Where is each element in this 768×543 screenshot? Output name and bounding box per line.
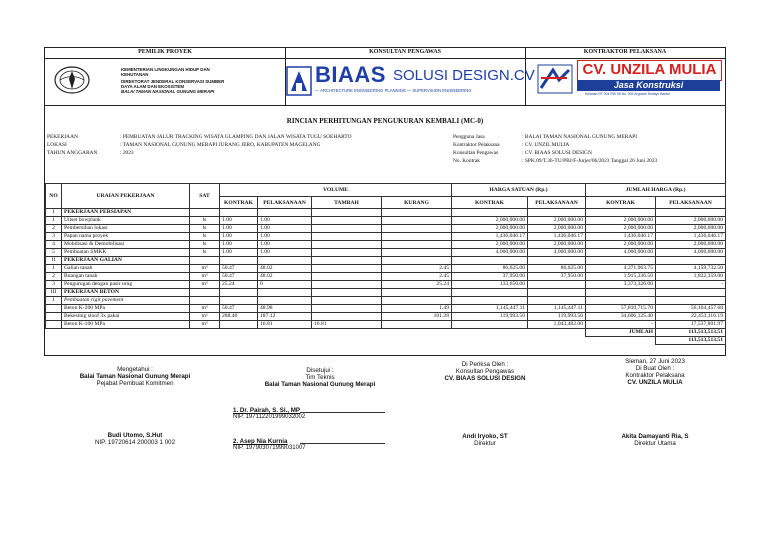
cell-uraian: Beton K-100 MPa	[62, 321, 190, 329]
unzila-sub: Jasa Konstruksi	[577, 80, 720, 91]
table-row	[46, 249, 726, 257]
cell-no: III	[46, 289, 62, 297]
cell-kr: 101.28	[382, 313, 452, 321]
sig-team-member-1-nip: NIP. 197112201999032002	[233, 414, 306, 420]
cell-hk	[452, 297, 528, 305]
sig-contractor-l2: Kontraktor Pelaksana	[625, 372, 685, 379]
cell-jk	[586, 209, 656, 217]
cell-no: II	[46, 257, 62, 265]
sig-consultant-name-block	[420, 433, 550, 447]
cell-no	[46, 305, 62, 313]
sig-owner-name: Budi Utomo, S.Hut	[107, 432, 163, 439]
cell-tb	[312, 249, 382, 257]
cell-kr	[382, 225, 452, 233]
cell-uraian: Papan nama proyek	[62, 233, 190, 241]
cell-vp: 48.02	[258, 265, 312, 273]
cell-vp: 1.00	[258, 233, 312, 241]
cell-hk: 119,993.50	[452, 313, 528, 321]
cell-hp: 2,000,000.00	[528, 217, 586, 225]
cell-tb	[312, 233, 382, 241]
cell-hk: 86,625.00	[452, 265, 528, 273]
sig-team-l2: Tim Teknis	[305, 374, 335, 381]
cell-uraian: Pengurugan dengan pasir urug	[62, 281, 190, 289]
cell-vk	[220, 321, 258, 329]
cell-hp	[528, 209, 586, 217]
info-right-v1: : CV. UNZIL MULIA	[522, 142, 570, 148]
table-row	[46, 233, 726, 241]
cell-hp: 2,000,000.00	[528, 241, 586, 249]
cell-hp: 86,625.00	[528, 265, 586, 273]
cell-vk	[220, 289, 258, 297]
cell-no: 1	[46, 265, 62, 273]
cell-kr	[382, 241, 452, 249]
cell-hk: 1,436,046.17	[452, 233, 528, 241]
biaas-name: BIAAS	[315, 62, 386, 87]
info-left-k2: TAHUN ANGGARAN	[47, 150, 98, 156]
cell-tb	[312, 281, 382, 289]
cell-no: 3	[46, 233, 62, 241]
cell-uraian: Pembuatan rigit pavement	[62, 297, 190, 305]
cell-sat: m³	[190, 321, 220, 329]
cell-no: 3	[46, 281, 62, 289]
cell-hp: 2,000,000.00	[528, 225, 586, 233]
sig-team-member-2: 2. Asep Nia Kurnia	[233, 438, 288, 445]
cell-tb	[312, 241, 382, 249]
cell-jp: -	[656, 281, 726, 289]
cell-uraian: Pembersihan lokasi	[62, 225, 190, 233]
cell-jp	[656, 209, 726, 217]
info-right-k2: Konsultan Pengawas	[453, 150, 499, 156]
sig-owner-l2: Balai Taman Nasional Gunung Merapi	[79, 373, 191, 380]
cell-jp: 22,453,116.19	[656, 313, 726, 321]
sig-owner-l1: Mengetahui :	[117, 366, 153, 373]
cell-vp: 0	[258, 281, 312, 289]
cell-jp	[656, 289, 726, 297]
table-row	[46, 241, 726, 249]
cell-no: 5	[46, 249, 62, 257]
cell-vp	[258, 289, 312, 297]
sig-owner-nip: NIP. 19720614 200003 1 002	[94, 439, 176, 446]
cell-hp: 1,436,046.17	[528, 233, 586, 241]
info-right-k0: Pengguna Jasa	[453, 134, 485, 140]
cell-hp: 4,000,000.00	[528, 249, 586, 257]
cell-jk: 3,373,326.00	[586, 281, 656, 289]
cell-jk	[586, 297, 656, 305]
cell-sat: m³	[190, 265, 220, 273]
cell-sat: m³	[190, 305, 220, 313]
col-volume: VOLUME	[220, 184, 452, 197]
cell-no	[46, 321, 62, 329]
sig-consultant-l1: Di Periksa Oleh :	[461, 361, 509, 368]
cell-no: I	[46, 209, 62, 217]
cell-sat: ls	[190, 217, 220, 225]
cell-hk	[452, 257, 528, 265]
contractor-label: KONTRAKTOR PELAKSANA	[583, 49, 667, 55]
sig-team	[250, 367, 390, 388]
cell-kr	[382, 233, 452, 241]
total-label: JUMLAH	[586, 329, 656, 337]
biaas-name-2: SOLUSI DESIGN.CV	[393, 67, 535, 84]
cell-vk: 1.00	[220, 249, 258, 257]
cell-hk	[452, 289, 528, 297]
col-no: NO	[46, 184, 62, 209]
cell-no: 1	[46, 297, 62, 305]
cell-jp: 4,000,000.00	[656, 249, 726, 257]
cell-jk	[586, 257, 656, 265]
sig-owner	[70, 366, 200, 387]
cell-kr	[382, 289, 452, 297]
info-right-k1: Kontraktor Pelaksana	[453, 142, 500, 148]
cell-hk: 2,000,000.00	[452, 225, 528, 233]
cell-vk: 1.00	[220, 241, 258, 249]
owner-line-4: DAYA ALAM DAN EKOSISTEM	[121, 84, 185, 89]
info-left-v1: : TAMAN NASIONAL GUNUNG MERAPI JURANG JERO, KABUPATEN MAGELANG	[120, 142, 321, 148]
sig-team-l1: Disetujui :	[306, 367, 334, 374]
info-left-v0: : PEMBUATAN JALUR TRACKING WISATA GLAMPING DAN JALAN WISATA TUGU SOEHARTO	[120, 134, 352, 140]
cell-vk: 50.47	[220, 273, 258, 281]
cell-sat: ls	[190, 241, 220, 249]
info-right-v3: : SPK.09/T.36-TU/PBJ/F-Jurjer/06/2023 Tanggal 26 Juni 2023	[522, 158, 658, 164]
owner-line-5: BALAI TAMAN NASIONAL GUNUNG MERAPI	[121, 89, 215, 94]
col-uraian: URAIAN PEKERJAAN	[62, 184, 190, 209]
table-row	[46, 265, 726, 273]
cell-no: 2	[46, 225, 62, 233]
sig-team-member-2-nip: NIP. 197903071999031007	[233, 445, 306, 451]
col-vol-tambah: TAMBAH	[312, 197, 382, 209]
col-jumlah-kontrak: KONTRAK	[586, 197, 656, 209]
cell-vk	[220, 257, 258, 265]
cell-vp: 1.00	[258, 217, 312, 225]
cell-jk: 34,606,125.40	[586, 313, 656, 321]
cell-jk: 2,000,000.00	[586, 217, 656, 225]
cell-hp	[528, 289, 586, 297]
cell-uraian: PEKERJAAN PERSIAPAN	[62, 209, 190, 217]
cell-hk	[452, 209, 528, 217]
cell-sat: m³	[190, 281, 220, 289]
cell-vp: 16.81	[258, 321, 312, 329]
table-row	[46, 273, 726, 281]
cell-vp: 1.00	[258, 249, 312, 257]
cell-vk: 288.40	[220, 313, 258, 321]
consultant-label: KONSULTAN PENGAWAS	[369, 49, 441, 55]
info-right-v2: : CV. BIAAS SOLUSI DESIGN	[522, 150, 592, 156]
cell-tb	[312, 257, 382, 265]
cell-uraian: PEKERJAAN BETON	[62, 289, 190, 297]
sig-team-l3: Balai Taman Nasional Gunung Merapi	[264, 381, 376, 388]
info-left-k0: PEKERJAAN	[47, 134, 78, 140]
sig-owner-l3: Pejabat Pembuat Komitmen	[96, 380, 174, 387]
logo-band	[45, 59, 725, 105]
sig-contractor	[590, 358, 720, 386]
col-jumlah-pelaksanaan: PELAKSANAAN	[656, 197, 726, 209]
sig-consultant-l3: CV. BIAAS SOLUSI DESIGN	[444, 375, 526, 382]
cell-vk: 50.47	[220, 265, 258, 273]
owner-line-3: DIREKTORAT JENDERAL KONSERVASI SUMBER	[121, 79, 225, 84]
cell-sat	[190, 209, 220, 217]
biaas-logo-icon	[285, 65, 313, 97]
cell-sat: ls	[190, 249, 220, 257]
cell-vp	[258, 297, 312, 305]
measurement-table	[45, 183, 726, 345]
cell-vk: 1.00	[220, 225, 258, 233]
unzila-name: CV. UNZILA MULIA	[577, 60, 722, 81]
table-row	[46, 281, 726, 289]
info-right-k3: No. Kontrak	[453, 158, 480, 164]
cell-hk: 133,650.00	[452, 281, 528, 289]
cell-kr	[382, 297, 452, 305]
cell-vp: 48.98	[258, 305, 312, 313]
table-row	[46, 313, 726, 321]
cell-tb: 16.81	[312, 321, 382, 329]
cell-jk: 57,810,715.70	[586, 305, 656, 313]
sig-contractor-role: Direktur Utama	[634, 440, 676, 447]
table-row	[46, 217, 726, 225]
cell-uraian: PEKERJAAN GALIAN	[62, 257, 190, 265]
cell-hk: 2,000,000.00	[452, 241, 528, 249]
cell-tb	[312, 297, 382, 305]
total-kontrak: 113,513,513.51	[656, 329, 726, 337]
cell-jp	[656, 257, 726, 265]
header-row	[45, 48, 725, 59]
cell-hk: 1,145,447.11	[452, 305, 528, 313]
cell-hp	[528, 257, 586, 265]
cell-jk: 4,000,000.00	[586, 249, 656, 257]
cell-hp: 1,043,482.00	[528, 321, 586, 329]
cell-uraian: Mobilisasi & Demobilisasi	[62, 241, 190, 249]
unzila-logo-icon	[537, 64, 573, 94]
cell-sat: ls	[190, 225, 220, 233]
cell-jk: 1,915,336.50	[586, 273, 656, 281]
col-harga: HARGA SATUAN (Rp.)	[452, 184, 586, 197]
cell-jk: 2,000,000.00	[586, 241, 656, 249]
biaas-tagline: — ARCHITECTURE ENGINEERING PLANNING — SUPERVISION ENGINEERING	[315, 88, 472, 93]
cell-vk: 50.47	[220, 305, 258, 313]
cell-vp: 1.00	[258, 225, 312, 233]
table-row	[46, 257, 726, 265]
cell-vp: 187.12	[258, 313, 312, 321]
cell-sat: m³	[190, 273, 220, 281]
table-row	[46, 209, 726, 217]
owner-line-1: KEMENTERIAN LINGKUNGAN HIDUP DAN	[121, 67, 210, 72]
cell-vk: 25.24	[220, 281, 258, 289]
cell-jp	[656, 297, 726, 305]
cell-tb	[312, 313, 382, 321]
cell-vp: 48.02	[258, 273, 312, 281]
cell-jk	[586, 289, 656, 297]
table-row	[46, 289, 726, 297]
cell-vk	[220, 297, 258, 305]
info-left-v2: : 2023	[120, 150, 134, 156]
cell-tb	[312, 217, 382, 225]
cell-kr	[382, 249, 452, 257]
sig-consultant	[420, 361, 550, 382]
col-harga-kontrak: KONTRAK	[452, 197, 528, 209]
ministry-emblem-icon	[53, 65, 91, 95]
cell-jk: -	[586, 321, 656, 329]
sig-contractor-name-block	[590, 433, 720, 447]
total-pelaksanaan: 113,513,513.51	[656, 337, 726, 345]
cell-jp: 1,822,359.00	[656, 273, 726, 281]
cell-hk: 2,000,000.00	[452, 217, 528, 225]
cell-jp: 56,104,457.68	[656, 305, 726, 313]
table-row	[46, 321, 726, 329]
cell-jk: 2,000,000.00	[586, 225, 656, 233]
cell-jk: 1,436,046.17	[586, 233, 656, 241]
cell-tb	[312, 289, 382, 297]
table-row	[46, 305, 726, 313]
cell-tb	[312, 305, 382, 313]
unzila-address: Kelahan RT 004 RW 06 No. 009 Argosari Sedayu Bantul	[585, 92, 670, 96]
cell-vk: 1.00	[220, 233, 258, 241]
cell-no: 2	[46, 273, 62, 281]
cell-uraian: Uitset bowplank	[62, 217, 190, 225]
cell-jp: 1,436,046.17	[656, 233, 726, 241]
cell-hp: 37,950.00	[528, 273, 586, 281]
cell-sat	[190, 289, 220, 297]
table-row	[46, 225, 726, 233]
cell-tb	[312, 265, 382, 273]
sig-consultant-l2: Konsultan Pengawas	[455, 368, 515, 375]
cell-tb	[312, 209, 382, 217]
col-vol-kontrak: KONTRAK	[220, 197, 258, 209]
cell-kr	[382, 257, 452, 265]
info-left-k1: LOKASI	[47, 142, 67, 148]
cell-no	[46, 313, 62, 321]
owner-line-2: KEHUTANAN	[121, 72, 149, 77]
cell-vp: 1.00	[258, 241, 312, 249]
cell-tb	[312, 225, 382, 233]
document-sheet	[44, 47, 726, 356]
cell-hp: 1,145,447.11	[528, 305, 586, 313]
sig-contractor-name: Akita Damayanti Ria, S	[621, 433, 689, 440]
cell-jp: 2,000,000.00	[656, 225, 726, 233]
col-vol-kurang: KURANG	[382, 197, 452, 209]
sig-contractor-l1: Di Buat Oleh :	[635, 365, 675, 372]
cell-jp: 2,000,000.00	[656, 217, 726, 225]
info-right-v0: : BALAI TAMAN NASIONAL GUNUNG MERAPI	[522, 134, 638, 140]
cell-tb	[312, 273, 382, 281]
cell-hk: 4,000,000.00	[452, 249, 528, 257]
cell-jp: 17,537,801.97	[656, 321, 726, 329]
document-title: RINCIAN PERHITUNGAN PENGUKURAN KEMBALI (MC-0)	[286, 117, 484, 125]
sig-consultant-name: Andi Iryoko, ST	[462, 433, 508, 440]
table-row	[46, 297, 726, 305]
col-jumlah: JUMLAH HARGA (Rp.)	[586, 184, 726, 197]
owner-label: PEMILIK PROYEK	[138, 49, 192, 55]
cell-vk: 1.00	[220, 217, 258, 225]
cell-uraian: Beton K-200 MPa	[62, 305, 190, 313]
cell-kr: 2.45	[382, 265, 452, 273]
cell-jk: 4,371,963.75	[586, 265, 656, 273]
cell-uraian: Bekesting sloof 3x pakai	[62, 313, 190, 321]
cell-no: 1	[46, 217, 62, 225]
cell-jp: 2,000,000.00	[656, 241, 726, 249]
cell-kr	[382, 209, 452, 217]
cell-kr	[382, 321, 452, 329]
cell-kr	[382, 217, 452, 225]
sig-team-member-1-line	[300, 412, 385, 413]
cell-sat: m²	[190, 313, 220, 321]
cell-jp: 4,159,732.50	[656, 265, 726, 273]
cell-sat	[190, 297, 220, 305]
cell-hp: 119,993.50	[528, 313, 586, 321]
cell-sat: ls	[190, 233, 220, 241]
cell-uraian: Buangan tanah	[62, 273, 190, 281]
cell-kr: 1.49	[382, 305, 452, 313]
sig-contractor-l0: Sleman, 27 Juni 2023	[625, 358, 685, 365]
cell-vk	[220, 209, 258, 217]
sig-consultant-role: Direktur	[474, 440, 496, 447]
sig-owner-name-block	[70, 432, 200, 446]
cell-hk	[452, 321, 528, 329]
sig-team-member-1: 1. Dr. Pairah, S. Si., MP	[233, 407, 301, 414]
sig-team-member-2-line	[300, 443, 385, 444]
cell-hk: 37,950.00	[452, 273, 528, 281]
cell-hp	[528, 297, 586, 305]
col-harga-pelaksanaan: PELAKSANAAN	[528, 197, 586, 209]
cell-hp	[528, 281, 586, 289]
sig-contractor-l3: CV. UNZILA MULIA	[627, 379, 683, 386]
cell-uraian: Galian tanah	[62, 265, 190, 273]
cell-no: 4	[46, 241, 62, 249]
cell-kr: 2.45	[382, 273, 452, 281]
col-sat: SAT	[190, 184, 220, 209]
cell-vp	[258, 257, 312, 265]
cell-uraian: Pembuatan SMKK	[62, 249, 190, 257]
col-vol-pelaksanaan: PELAKSANAAN	[258, 197, 312, 209]
cell-sat	[190, 257, 220, 265]
cell-vp	[258, 209, 312, 217]
cell-kr: 25.24	[382, 281, 452, 289]
